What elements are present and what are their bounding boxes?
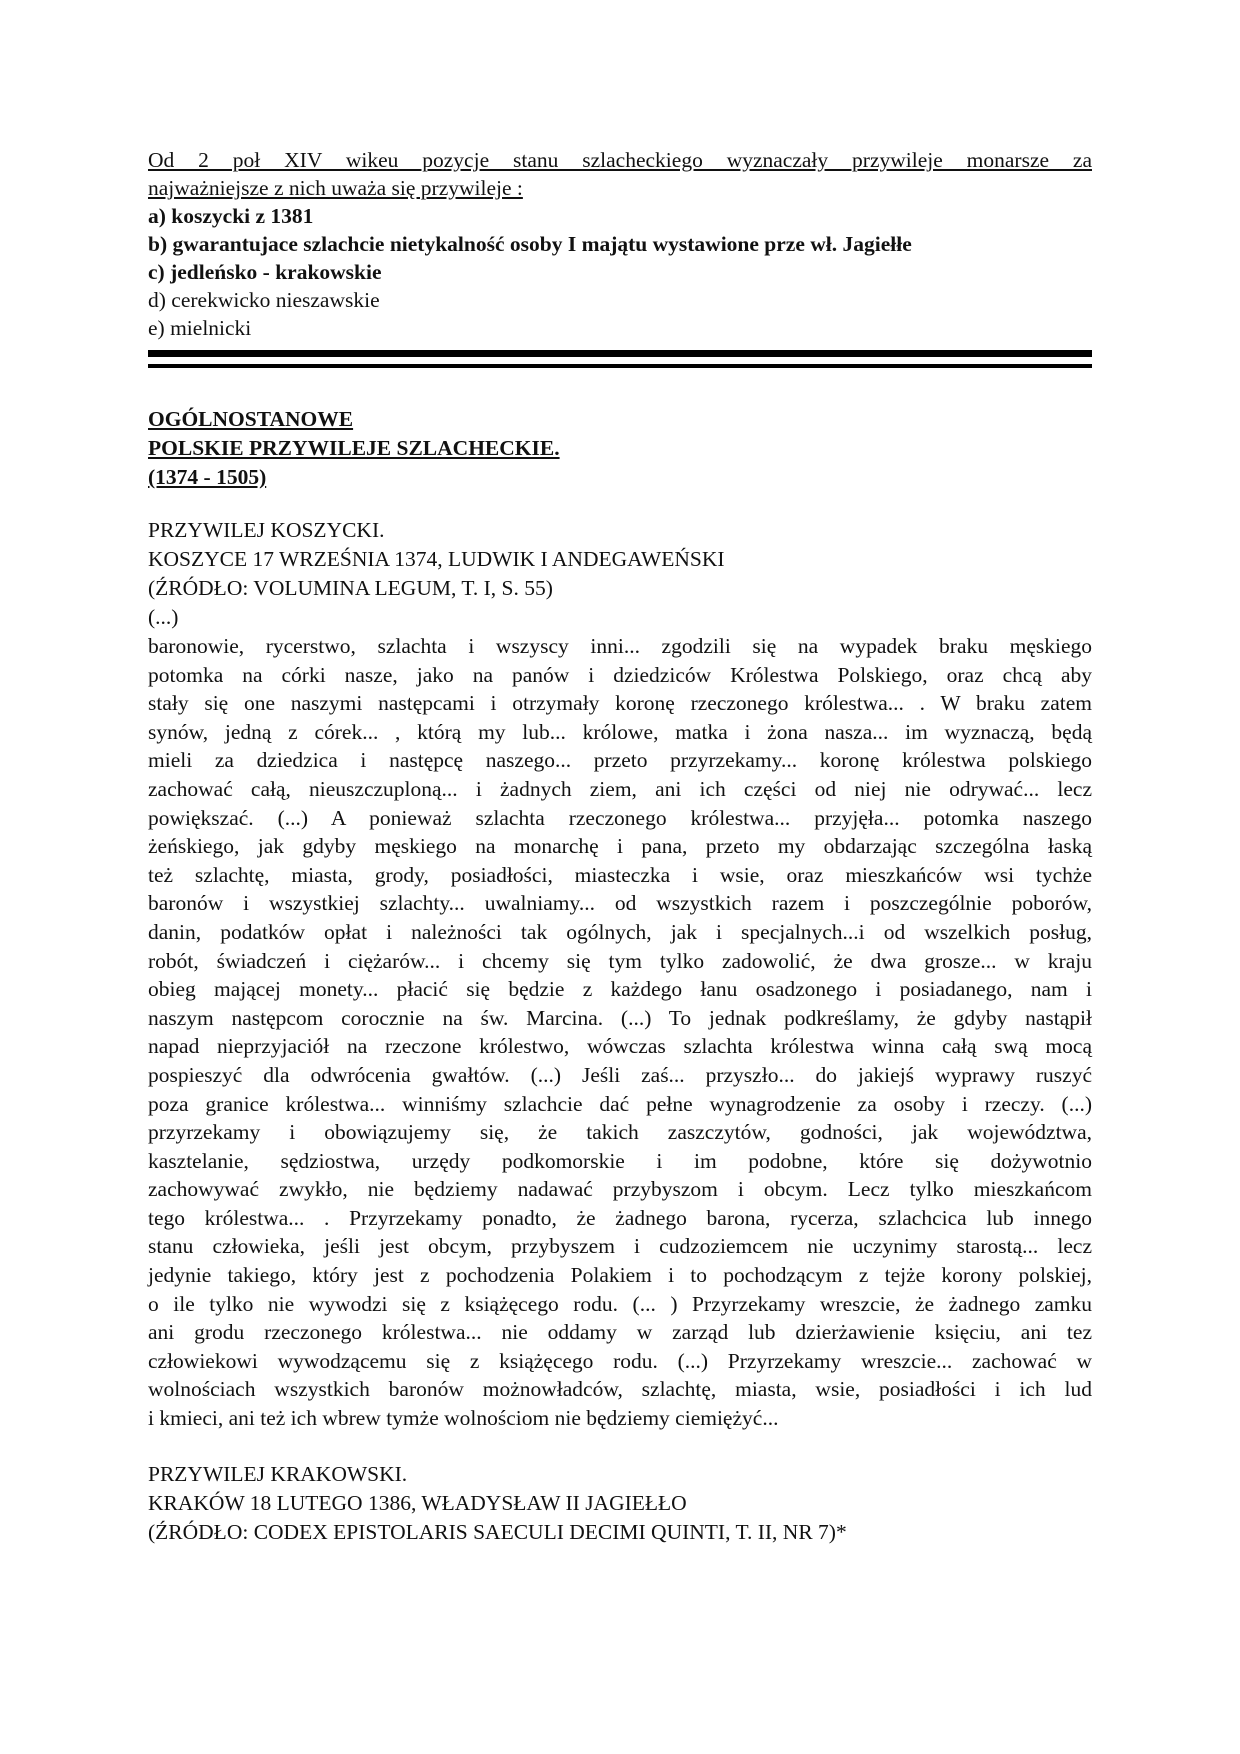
- section1-title: PRZYWILEJ KOSZYCKI.: [148, 518, 385, 542]
- intro-line-1: Od 2 poł XIV wikeu pozycje stanu szlacheckiego wyznaczały przywileje monarsze za: [148, 148, 1092, 172]
- option-d: d) cerekwicko nieszawskie: [148, 288, 380, 312]
- body-line: obieg mającej monety... płacić się będzie z każdego łanu osadzonego i posiadanego, nam i: [148, 977, 1092, 1002]
- body-line: naszym następcom corocznie na św. Marcina. (...) To jednak podkreślamy, że gdyby nastąpił: [148, 1005, 1092, 1030]
- section1-source: (ŹRÓDŁO: VOLUMINA LEGUM, T. I, S. 55): [148, 576, 553, 600]
- body-line: robót, świadczeń i ciężarów... i chcemy się tym tylko zadowolić, że dwa grosze... w kraju: [148, 948, 1092, 973]
- section-koszycki: [148, 516, 1092, 1433]
- body-line: stały się one naszymi następcami i otrzymały koronę rzeczonego królestwa... . W braku zatem: [148, 691, 1092, 716]
- intro-line-2: najważniejsze z nich uważa się przywileje :: [148, 176, 523, 200]
- section2-title: PRZYWILEJ KRAKOWSKI.: [148, 1462, 408, 1486]
- section1-place: KOSZYCE 17 WRZEŚNIA 1374, LUDWIK I ANDEGAWEŃSKI: [148, 547, 725, 571]
- section1-ellipsis: (...): [148, 605, 179, 629]
- body-line: o ile tylko nie wywodzi się z książęcego rodu. (... ) Przyrzekamy wreszcie, że żadnego zamku: [148, 1291, 1092, 1316]
- intro-block: [148, 146, 1092, 342]
- body-line: żeńskiego, jak gdyby męskiego na monarchę i pana, przeto my obdarzając szczególna łaską: [148, 834, 1092, 859]
- section1-body: [148, 632, 1092, 1433]
- body-line: ani grodu rzeczonego królestwa... nie oddamy w zarząd lub dzierżawienie księciu, ani tez: [148, 1320, 1092, 1345]
- body-line: zachować całą, nieuszczuploną... i żadnych ziem, ani ich części od niej nie odrywać... lecz: [148, 776, 1092, 801]
- option-e: e) mielnicki: [148, 316, 252, 340]
- body-line: potomka na córki nasze, jako na panów i dziedziców Królestwa Polskiego, oraz chcą aby: [148, 662, 1092, 687]
- body-line: i kmieci, ani też ich wbrew tymże wolnościom nie będziemy ciemiężyć...: [148, 1406, 779, 1431]
- heading-line-2: POLSKIE PRZYWILEJE SZLACHECKIE.: [148, 436, 560, 460]
- divider-thick: [148, 350, 1092, 357]
- body-line: napad nieprzyjaciół na rzeczone królestwo, wówczas szlachta królestwa winna całą swą mocą: [148, 1034, 1092, 1059]
- body-line: pospieszyć dla odwrócenia gwałtów. (...) Jeśli zaś... przyszło... do jakiejś wyprawy ruszyć: [148, 1062, 1092, 1087]
- body-line: danin, podatków opłat i należności tak ogólnych, jak i specjalnych...i od wszelkich posług,: [148, 919, 1092, 944]
- body-line: człowiekowi wywodzącemu się z książęcego rodu. (...) Przyrzekamy wreszcie... zachować w: [148, 1348, 1092, 1373]
- body-line: synów, jedną z córek... , którą my lub... królowe, matka i żona nasza... im wyznaczą, będą: [148, 719, 1092, 744]
- body-line: stanu człowieka, jeśli jest obcym, przybyszem i cudzoziemcem nie uczynimy starostą... lecz: [148, 1234, 1092, 1259]
- option-a: a) koszycki z 1381: [148, 204, 314, 228]
- body-line: zachowywać zwykło, nie będziemy nadawać przybyszom i obcym. Lecz tylko mieszkańcom: [148, 1177, 1092, 1202]
- body-line: jedynie takiego, który jest z pochodzenia Polakiem i to pochodzącym z tejże korony polskiej,: [148, 1263, 1092, 1288]
- body-line: przyrzekamy i obowiązujemy się, że takich zaszczytów, godności, jak województwa,: [148, 1120, 1092, 1145]
- section-krakowski: [148, 1460, 1092, 1547]
- section-heading: [148, 405, 560, 492]
- section2-source: (ŹRÓDŁO: CODEX EPISTOLARIS SAECULI DECIMI QUINTI, T. II, NR 7)*: [148, 1520, 847, 1544]
- option-c: c) jedleńsko - krakowskie: [148, 260, 382, 284]
- divider-thin: [148, 364, 1092, 368]
- body-line: powiększać. (...) A ponieważ szlachta rzeczonego królestwa... przyjęła... potomka naszego: [148, 805, 1092, 830]
- section2-place: KRAKÓW 18 LUTEGO 1386, WŁADYSŁAW II JAGIEŁŁO: [148, 1491, 687, 1515]
- body-line: poza granice królestwa... winniśmy szlachcie dać pełne wynagrodzenie za osoby i rzeczy. (...): [148, 1091, 1092, 1116]
- body-line: też szlachtę, miasta, grody, posiadłości, miasteczka i wsie, oraz mieszkańców wsi tychże: [148, 862, 1092, 887]
- body-line: tego królestwa... . Przyrzekamy ponadto, że żadnego barona, rycerza, szlachcica lub innego: [148, 1205, 1092, 1230]
- heading-line-3: (1374 - 1505): [148, 465, 267, 489]
- body-line: kasztelanie, sędziostwa, urzędy podkomorskie i im podobne, które się dożywotnio: [148, 1148, 1092, 1173]
- option-b: b) gwarantujace szlachcie nietykalność osoby I majątu wystawione prze wł. Jagiełłe: [148, 232, 912, 256]
- heading-line-1: OGÓLNOSTANOWE: [148, 407, 354, 431]
- body-line: baronów i wszystkiej szlachty... uwalniamy... od wszystkich razem i poszczególnie poborów,: [148, 891, 1092, 916]
- body-line: wolnościach wszystkich baronów możnowładców, szlachtę, miasta, wsie, posiadłości i ich lud: [148, 1377, 1092, 1402]
- body-line: baronowie, rycerstwo, szlachta i wszyscy inni... zgodzili się na wypadek braku męskiego: [148, 634, 1092, 658]
- body-line: mieli za dziedzica i następcę naszego... przeto przyrzekamy... koronę królestwa polskiego: [148, 748, 1092, 773]
